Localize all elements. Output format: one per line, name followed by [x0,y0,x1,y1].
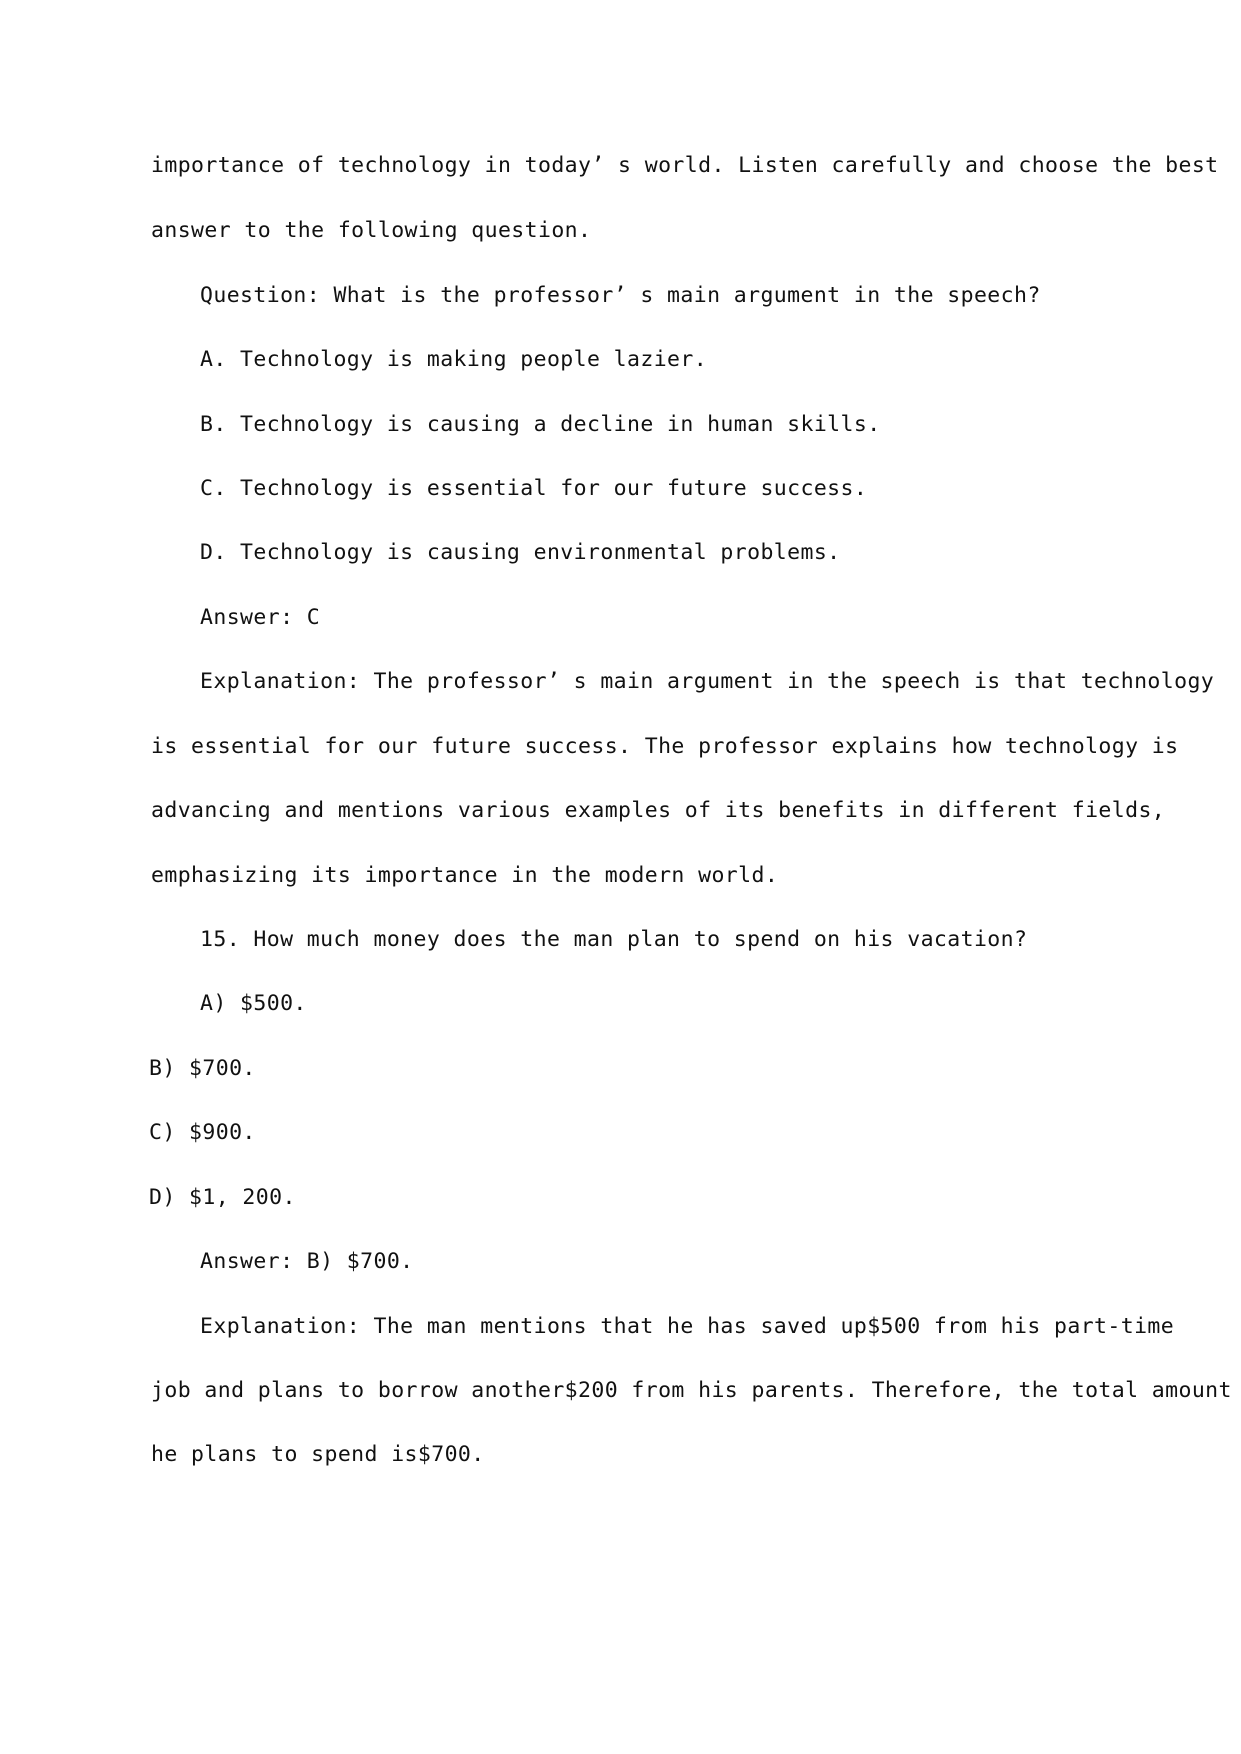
question-14-text: Question: What is the professor’ s main argument in the speech? [200,283,1041,308]
question-14-explanation-line-3: advancing and mentions various examples of its benefits in different fields, [151,798,1166,823]
question-15-option-c: C) $900. [149,1120,256,1145]
question-15-option-d: D) $1, 200. [149,1185,296,1210]
question-14-explanation-line-2: is essential for our future success. The professor explains how technology is [151,734,1179,759]
question-14-explanation-line-1: Explanation: The professor’ s main argument in the speech is that technology [200,669,1215,694]
question-15-text: 15. How much money does the man plan to spend on his vacation? [200,927,1028,952]
question-14-option-d: D. Technology is causing environmental problems. [200,540,841,565]
question-15-option-b: B) $700. [149,1056,256,1081]
question-15-option-a: A) $500. [200,991,307,1016]
question-14-option-a: A. Technology is making people lazier. [200,347,708,372]
question-14-explanation-line-4: emphasizing its importance in the modern world. [151,863,779,888]
question-14-answer: Answer: C [200,605,321,630]
passage-line-2: answer to the following question. [151,218,592,243]
question-15-explanation-line-3: he plans to spend is$700. [151,1442,485,1467]
question-15-explanation-line-1: Explanation: The man mentions that he has saved up$500 from his part-time [200,1314,1175,1339]
passage-line-1: importance of technology in today’ s world. Listen carefully and choose the best [151,153,1219,178]
question-15-answer: Answer: B) $700. [200,1249,414,1274]
question-14-option-b: B. Technology is causing a decline in human skills. [200,412,881,437]
question-15-explanation-line-2: job and plans to borrow another$200 from his parents. Therefore, the total amount [151,1378,1232,1403]
question-14-option-c: C. Technology is essential for our future success. [200,476,868,501]
